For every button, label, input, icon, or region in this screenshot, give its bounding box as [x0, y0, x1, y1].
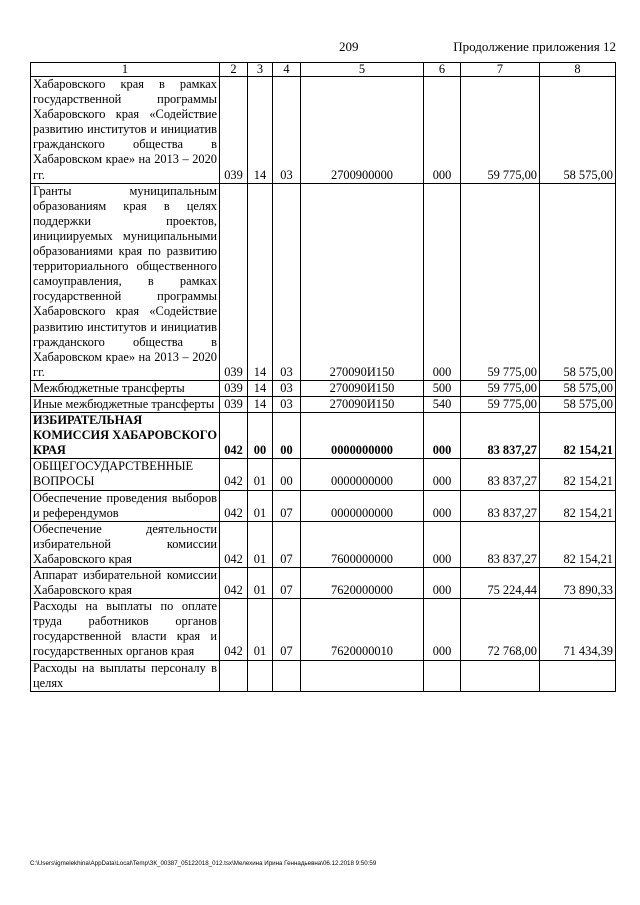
cell-target-item: 270090И150	[301, 396, 424, 412]
cell-amount-2019: 83 837,27	[461, 459, 540, 490]
cell-amount-2019: 83 837,27	[461, 413, 540, 459]
empty-cell	[273, 660, 301, 691]
cell-subsection: 07	[273, 599, 301, 660]
row-name: Аппарат избирательной комиссии Хабаровского края	[31, 568, 220, 599]
cell-admin-code: 039	[220, 380, 248, 396]
cell-amount-2019: 83 837,27	[461, 521, 540, 567]
cell-amount-2020: 58 575,00	[540, 183, 616, 380]
cell-section: 01	[248, 459, 273, 490]
budget-table	[30, 62, 616, 692]
row-name: Гранты муниципальным образованиям края в целях поддержки проектов, инициируемых муниципальными образованиями края по развитию территориального общественного самоуправления, в рамках государственной программы Хабаровского края «Содействие развитию институтов и инициатив гражданского общества в Хабаровском крае» на 2013 – 2020 гг.	[31, 183, 220, 380]
cell-section: 14	[248, 183, 273, 380]
cell-admin-code: 039	[220, 77, 248, 184]
empty-cell	[301, 660, 424, 691]
column-header: 5	[301, 63, 424, 77]
cell-target-item: 7620000010	[301, 599, 424, 660]
table-header-row	[31, 63, 616, 77]
empty-cell	[540, 660, 616, 691]
cell-section: 01	[248, 599, 273, 660]
column-header: 1	[31, 63, 220, 77]
cell-amount-2020: 71 434,39	[540, 599, 616, 660]
row-name: Расходы на выплаты персоналу в целях	[31, 660, 220, 691]
column-header: 2	[220, 63, 248, 77]
cell-expense-type: 000	[424, 459, 461, 490]
cell-subsection: 07	[273, 490, 301, 521]
row-name: ИЗБИРАТЕЛЬНАЯ КОМИССИЯ ХАБАРОВСКОГО КРАЯ	[31, 413, 220, 459]
cell-subsection: 03	[273, 396, 301, 412]
cell-expense-type: 000	[424, 413, 461, 459]
cell-amount-2019: 59 775,00	[461, 183, 540, 380]
row-name: ОБЩЕГОСУДАРСТВЕННЫЕ ВОПРОСЫ	[31, 459, 220, 490]
column-header: 6	[424, 63, 461, 77]
column-header: 7	[461, 63, 540, 77]
page-number: 209	[339, 39, 359, 54]
row-name: Расходы на выплаты по оплате труда работников органов государственной власти края и государственных органов края	[31, 599, 220, 660]
table-row	[31, 568, 616, 599]
cell-amount-2020: 82 154,21	[540, 459, 616, 490]
empty-cell	[461, 660, 540, 691]
cell-section: 14	[248, 380, 273, 396]
footer-file-path: C:\Users\igmelekhina\AppData\Local\Temp\ЗК_00387_05122018_012.tsx\Мелехина Ирина Геннадьевна\06.12.2018 9:50:59	[30, 860, 377, 867]
cell-target-item: 0000000000	[301, 459, 424, 490]
table-row	[31, 413, 616, 459]
cell-admin-code: 042	[220, 521, 248, 567]
cell-admin-code: 042	[220, 459, 248, 490]
cell-subsection: 00	[273, 459, 301, 490]
row-name: Иные межбюджетные трансферты	[31, 396, 220, 412]
cell-admin-code: 042	[220, 413, 248, 459]
cell-section: 00	[248, 413, 273, 459]
cell-target-item: 0000000000	[301, 413, 424, 459]
cell-amount-2019: 83 837,27	[461, 490, 540, 521]
table-row	[31, 490, 616, 521]
row-name: Обеспечение деятельности избирательной комиссии Хабаровского края	[31, 521, 220, 567]
cell-amount-2020: 58 575,00	[540, 77, 616, 184]
cell-amount-2019: 75 224,44	[461, 568, 540, 599]
appendix-title: Продолжение приложения 12	[453, 39, 616, 54]
cell-admin-code: 039	[220, 183, 248, 380]
row-name: Обеспечение проведения выборов и референдумов	[31, 490, 220, 521]
column-header: 3	[248, 63, 273, 77]
cell-admin-code: 039	[220, 396, 248, 412]
cell-target-item: 7600000000	[301, 521, 424, 567]
cell-section: 14	[248, 77, 273, 184]
cell-target-item: 2700900000	[301, 77, 424, 184]
cell-amount-2020: 82 154,21	[540, 413, 616, 459]
table-row	[31, 521, 616, 567]
cell-target-item: 7620000000	[301, 568, 424, 599]
cell-amount-2019: 59 775,00	[461, 77, 540, 184]
cell-subsection: 07	[273, 568, 301, 599]
empty-cell	[424, 660, 461, 691]
cell-expense-type: 000	[424, 183, 461, 380]
cell-expense-type: 000	[424, 521, 461, 567]
table-row	[31, 459, 616, 490]
cell-amount-2020: 82 154,21	[540, 490, 616, 521]
cell-amount-2020: 58 575,00	[540, 396, 616, 412]
cell-amount-2020: 58 575,00	[540, 380, 616, 396]
cell-expense-type: 000	[424, 490, 461, 521]
table-row	[31, 660, 616, 691]
cell-admin-code: 042	[220, 599, 248, 660]
cell-target-item: 270090И150	[301, 183, 424, 380]
cell-expense-type: 540	[424, 396, 461, 412]
table-row	[31, 599, 616, 660]
row-name: Межбюджетные трансферты	[31, 380, 220, 396]
table-row	[31, 396, 616, 412]
row-name: Хабаровского края в рамках государственной программы Хабаровского края «Содействие развитию институтов и инициатив гражданского общества в Хабаровском крае» на 2013 – 2020 гг.	[31, 77, 220, 184]
cell-expense-type: 000	[424, 568, 461, 599]
table-row	[31, 77, 616, 184]
cell-expense-type: 500	[424, 380, 461, 396]
cell-expense-type: 000	[424, 599, 461, 660]
cell-amount-2019: 59 775,00	[461, 396, 540, 412]
empty-cell	[248, 660, 273, 691]
cell-target-item: 270090И150	[301, 380, 424, 396]
table-row	[31, 183, 616, 380]
column-header: 4	[273, 63, 301, 77]
cell-amount-2020: 82 154,21	[540, 521, 616, 567]
cell-section: 01	[248, 521, 273, 567]
cell-section: 01	[248, 568, 273, 599]
cell-subsection: 03	[273, 380, 301, 396]
cell-amount-2019: 59 775,00	[461, 380, 540, 396]
cell-amount-2020: 73 890,33	[540, 568, 616, 599]
empty-cell	[220, 660, 248, 691]
cell-subsection: 07	[273, 521, 301, 567]
cell-section: 14	[248, 396, 273, 412]
cell-section: 01	[248, 490, 273, 521]
cell-subsection: 03	[273, 183, 301, 380]
cell-admin-code: 042	[220, 568, 248, 599]
cell-amount-2019: 72 768,00	[461, 599, 540, 660]
cell-subsection: 00	[273, 413, 301, 459]
column-header: 8	[540, 63, 616, 77]
cell-expense-type: 000	[424, 77, 461, 184]
cell-target-item: 0000000000	[301, 490, 424, 521]
table-row	[31, 380, 616, 396]
cell-admin-code: 042	[220, 490, 248, 521]
cell-subsection: 03	[273, 77, 301, 184]
